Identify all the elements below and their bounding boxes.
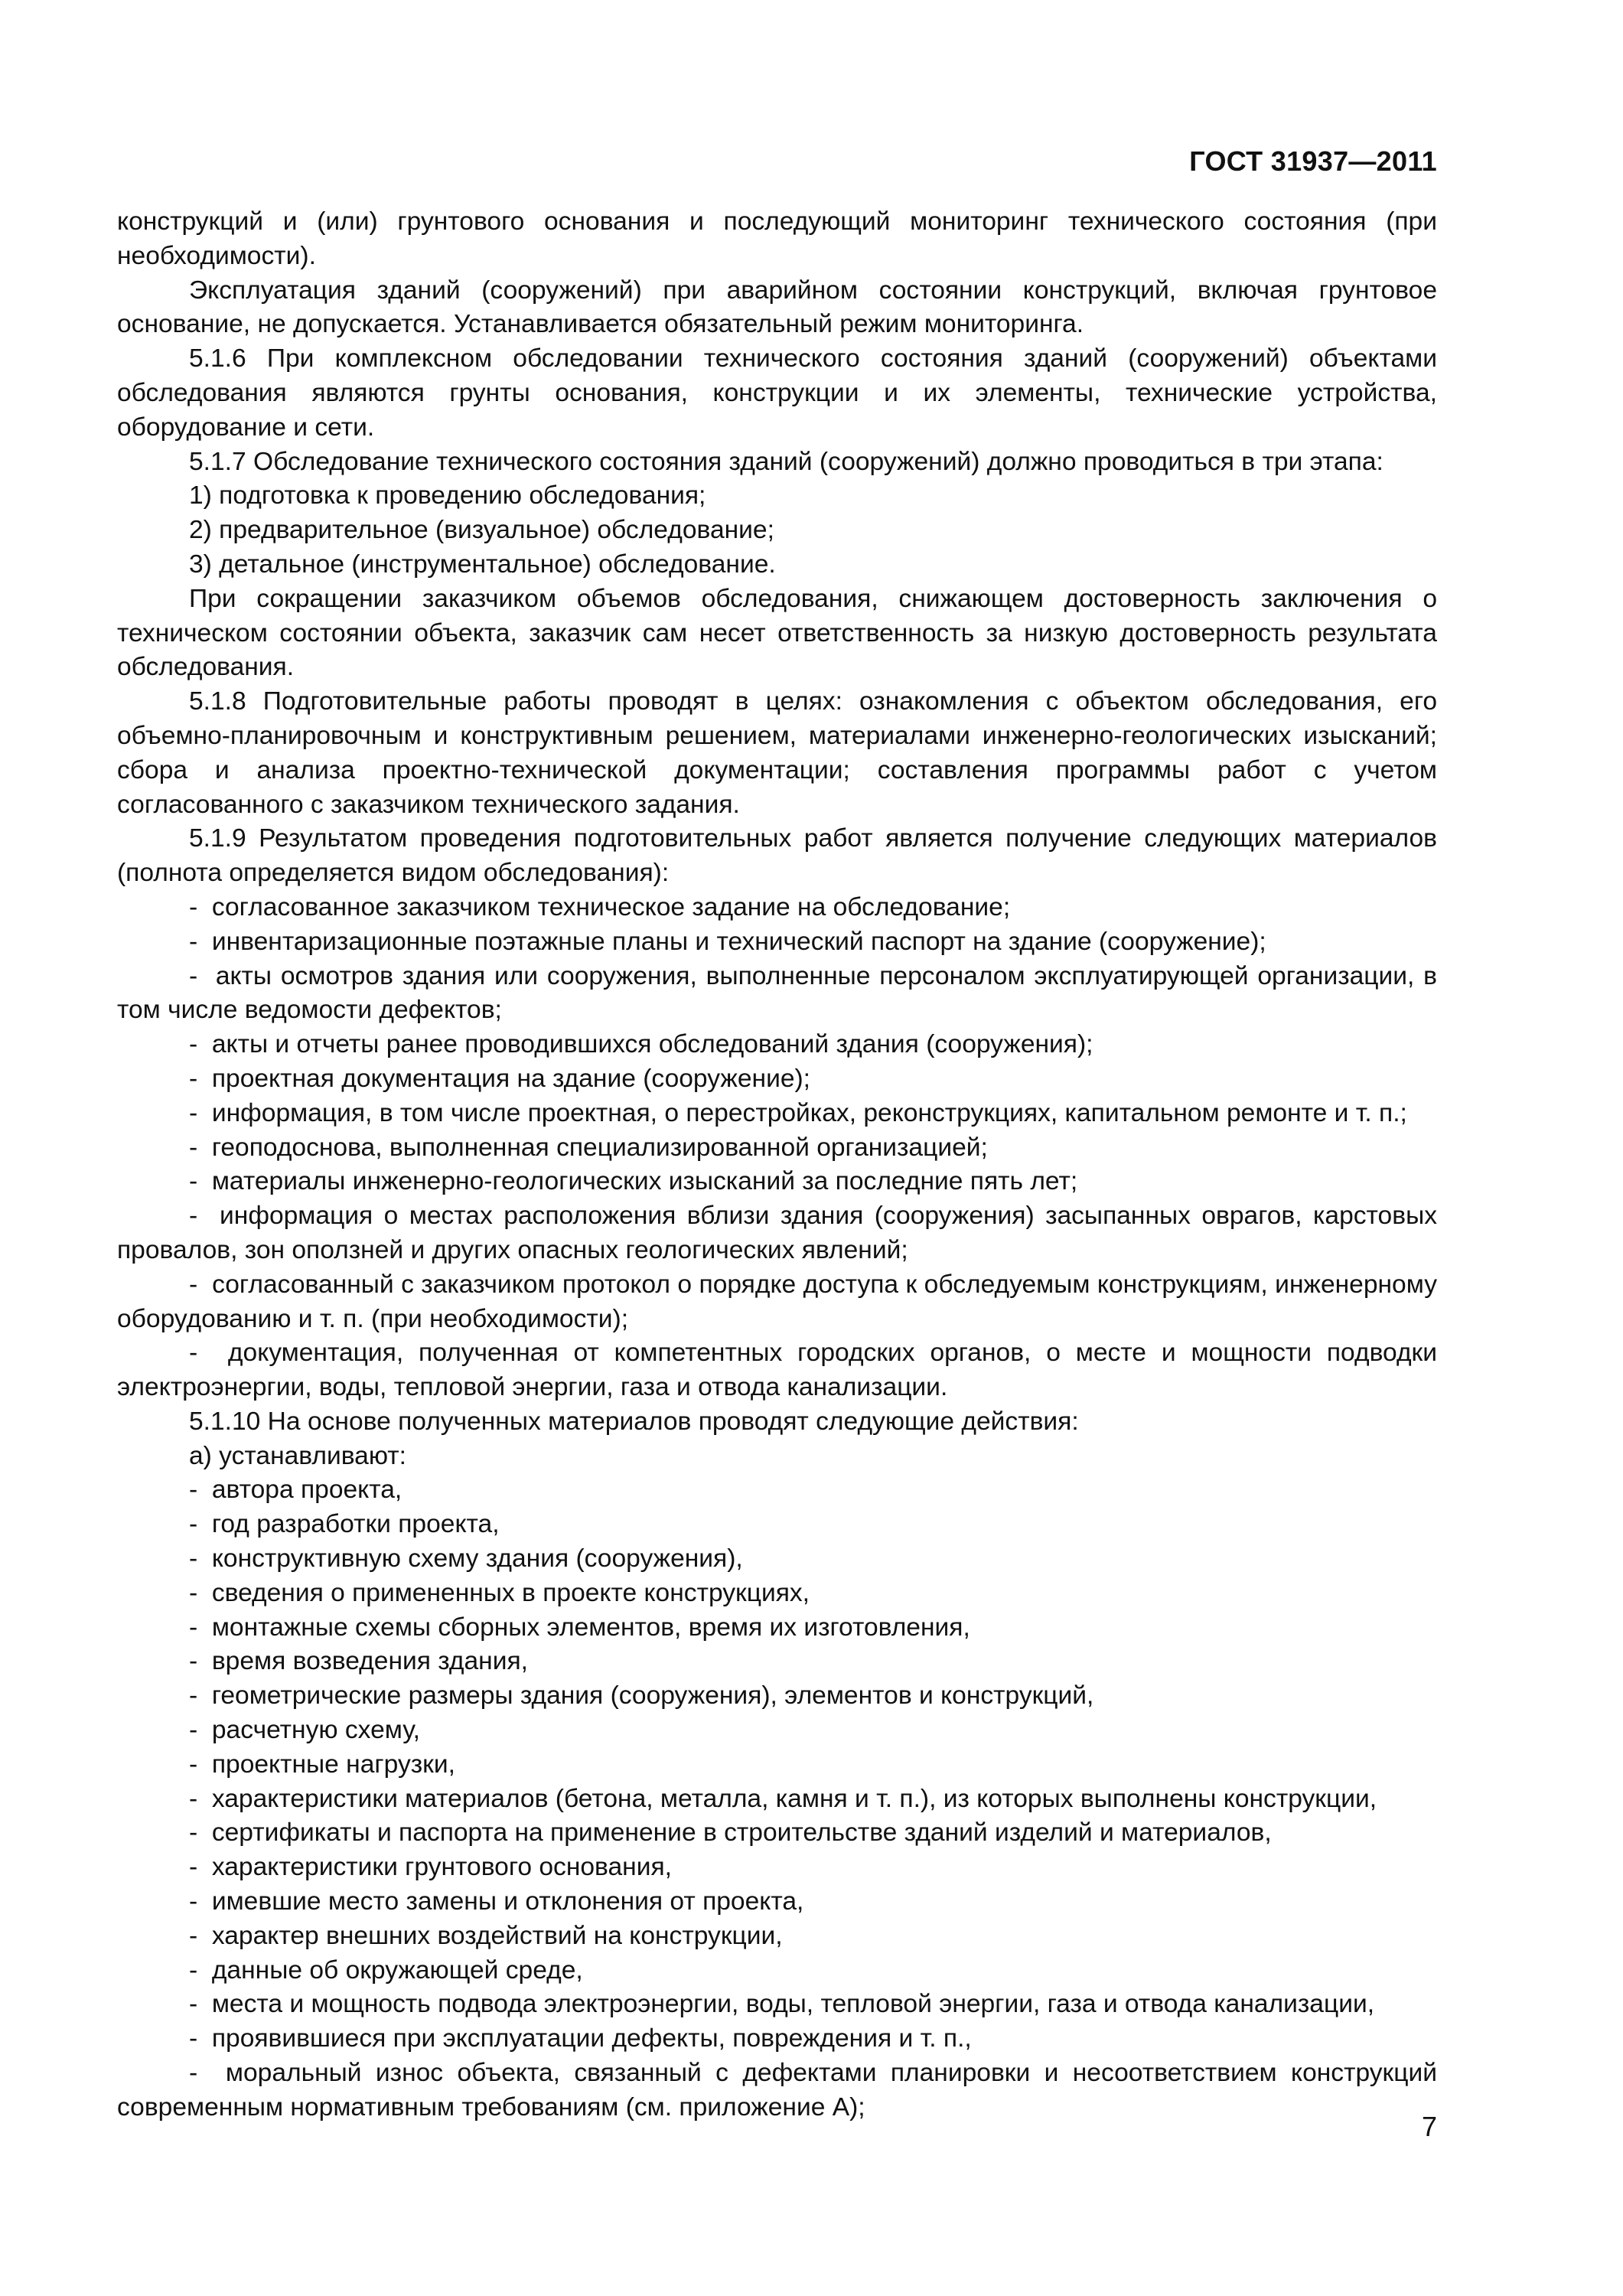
dash-list-item: - места и мощность подвода электроэнергии, воды, тепловой энергии, газа и отвода канализации, — [117, 1988, 1437, 2022]
dash-list-item: - время возведения здания, — [117, 1645, 1437, 1679]
dash-list-item: - конструктивную схему здания (сооружения), — [117, 1542, 1437, 1577]
dash-list-item: - информация, в том числе проектная, о перестройках, реконструкциях, капитальном ремонте и т. п.; — [117, 1097, 1437, 1131]
paragraph: конструкций и (или) грунтового основания и последующий мониторинг технического состояния (при необходимости). — [117, 207, 1437, 270]
dash-list-item: - согласованное заказчиком техническое задание на обследование; — [117, 891, 1437, 925]
dash-list-item: - год разработки проекта, — [117, 1508, 1437, 1542]
page-number: 7 — [1421, 2111, 1437, 2142]
dash-list-item: - информация о местах расположения вблизи здания (сооружения) засыпанных оврагов, карстовых провалов, зон оползней и других опасных геологических явлений; — [117, 1199, 1437, 1268]
clause-5-1-7: 5.1.7 Обследование технического состояния зданий (сооружений) должно проводиться в три этапа: — [189, 447, 1383, 476]
dash-list-item: - характер внешних воздействий на конструкции, — [117, 1919, 1437, 1954]
dash-list-item: - характеристики грунтового основания, — [117, 1851, 1437, 1885]
dash-list-item: - сертификаты и паспорта на применение в строительстве зданий изделий и материалов, — [117, 1816, 1437, 1851]
dash-list-item: - характеристики материалов (бетона, металла, камня и т. п.), из которых выполнены конструкции, — [117, 1782, 1437, 1817]
dash-list-item: - акты и отчеты ранее проводившихся обследований здания (сооружения); — [117, 1028, 1437, 1062]
dash-list-item: - сведения о примененных в проекте конструкциях, — [117, 1577, 1437, 1611]
clause-5-1-6: 5.1.6 При комплексном обследовании технического состояния зданий (сооружений) объектами обследования являются грунты основания, конструкции и их элементы, технические устройства, оборудование и сети. — [117, 344, 1437, 442]
list-item: 3) детальное (инструментальное) обследование. — [189, 550, 776, 579]
dash-list-item: - монтажные схемы сборных элементов, время их изготовления, — [117, 1611, 1437, 1645]
dash-list-item: - геометрические размеры здания (сооружения), элементов и конструкций, — [117, 1679, 1437, 1714]
dash-list-item: - акты осмотров здания или сооружения, выполненные персоналом эксплуатирующей организации, в том числе ведомости дефектов; — [117, 960, 1437, 1029]
dash-list-item: - проявившиеся при эксплуатации дефекты, повреждения и т. п., — [117, 2022, 1437, 2056]
list-item: а) устанавливают: — [189, 1441, 406, 1470]
dash-list-item: - инвентаризационные поэтажные планы и технический паспорт на здание (сооружение); — [117, 925, 1437, 960]
dash-list-item: - проектная документация на здание (сооружение); — [117, 1062, 1437, 1097]
clause-5-1-10: 5.1.10 На основе полученных материалов проводят следующие действия: — [189, 1407, 1079, 1436]
standard-code-header: ГОСТ 31937—2011 — [1189, 145, 1437, 177]
dash-list-item: - расчетную схему, — [117, 1714, 1437, 1748]
paragraph: Эксплуатация зданий (сооружений) при аварийном состоянии конструкций, включая грунтовое основание, не допускается. Устанавливается обязательный режим мониторинга. — [117, 276, 1437, 339]
dash-list-item: - данные об окружающей среде, — [117, 1954, 1437, 1988]
dash-list-item: - материалы инженерно-геологических изысканий за последние пять лет; — [117, 1165, 1437, 1199]
dash-list-item: - геоподоснова, выполненная специализированной организацией; — [117, 1131, 1437, 1166]
clause-5-1-8: 5.1.8 Подготовительные работы проводят в целях: ознакомления с объектом обследования, его объемно-планировочным и конструктивным решением, материалами инженерно-геологических изысканий; сбора и анализа проектно-технической документации; составления программы работ с учетом согласованного с заказчиком технического задания. — [117, 687, 1437, 819]
dash-list-item: - согласованный с заказчиком протокол о порядке доступа к обследуемым конструкциям, инженерному оборудованию и т. п. (при необходимости); — [117, 1268, 1437, 1337]
list-item: 1) подготовка к проведению обследования; — [189, 481, 706, 510]
dash-list-item: - автора проекта, — [117, 1473, 1437, 1508]
clause-5-1-9: 5.1.9 Результатом проведения подготовительных работ является получение следующих материалов (полнота определяется видом обследования): — [117, 824, 1437, 888]
paragraph: При сокращении заказчиком объемов обследования, снижающем достоверность заключения о техническом состоянии объекта, заказчик сам несет ответственность за низкую достоверность результата обследования. — [117, 584, 1437, 682]
dash-list-item: - моральный износ объекта, связанный с дефектами планировки и несоответствием конструкций современным нормативным требованиям (см. приложение А); — [117, 2056, 1437, 2125]
list-item: 2) предварительное (визуальное) обследование; — [189, 516, 774, 545]
dash-list-item: - документация, полученная от компетентных городских органов, о месте и мощности подводки электроэнергии, воды, тепловой энергии, газа и отвода канализации. — [117, 1336, 1437, 1405]
dash-list-item: - проектные нагрузки, — [117, 1748, 1437, 1782]
dash-list-item: - имевшие место замены и отклонения от проекта, — [117, 1885, 1437, 1919]
document-body — [117, 205, 1437, 2125]
